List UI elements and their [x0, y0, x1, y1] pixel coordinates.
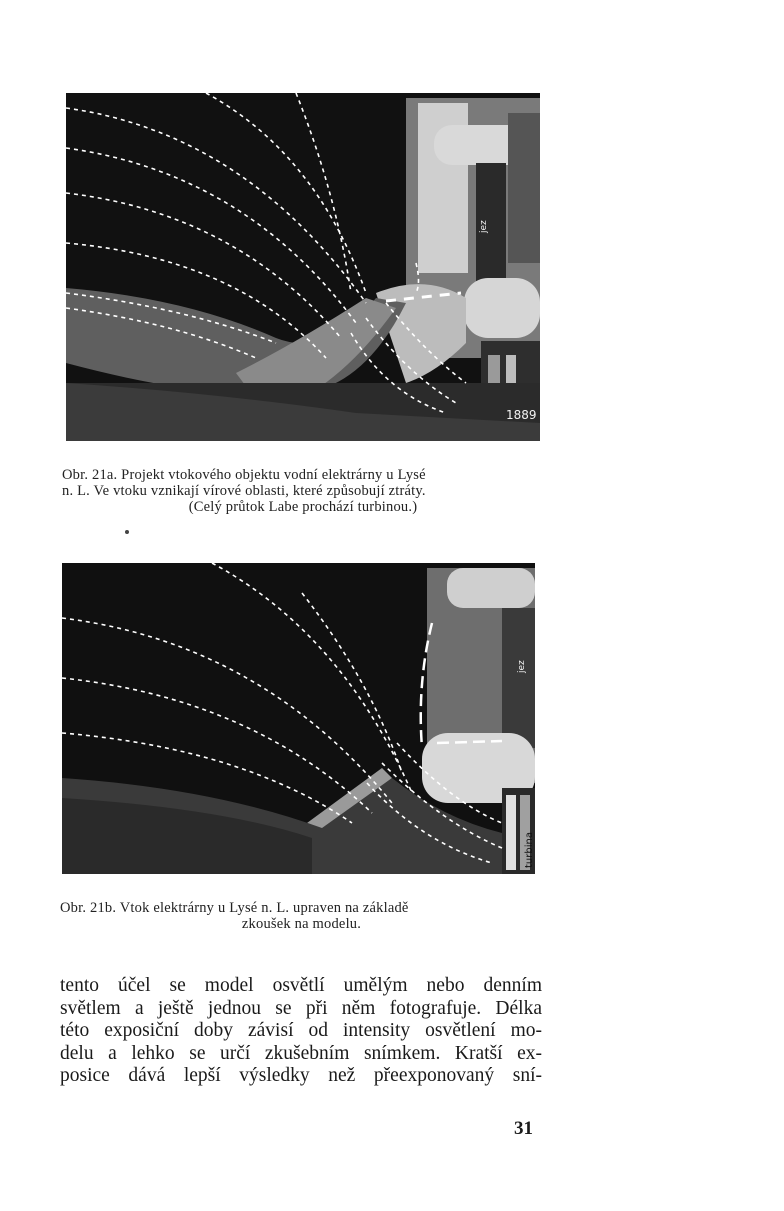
figure-21b-photo [62, 563, 535, 874]
photo-label-turbina: turbina [524, 832, 535, 868]
body-line: této exposiční doby závisí od intensity osvětlení mo- [60, 1020, 542, 1041]
page-number: 31 [514, 1118, 533, 1139]
photo-label-jez-a: jez [479, 220, 489, 233]
photo-label-jez-b: jez [517, 660, 527, 673]
photo-label-number: 1889 [506, 408, 537, 422]
body-line: delu a lehko se určí zkušebním snímkem. Kratší ex- [60, 1042, 542, 1064]
caption-line: (Celý průtok Labe prochází turbinou.) [188, 499, 418, 515]
figure-21a-caption [62, 467, 544, 515]
caption-line: n. L. Ve vtoku vznikají vírové oblasti, které způsobují ztráty. [62, 483, 426, 499]
body-line: posice dává lepší výsledky než přeexponovaný sní- [60, 1065, 542, 1086]
body-paragraph [60, 975, 542, 1088]
body-line: světlem a ještě jednou se při něm fotografuje. Délka [60, 997, 542, 1019]
caption-line: Obr. 21b. Vtok elektrárny u Lysé n. L. upraven na základě [60, 900, 409, 916]
caption-line: zkoušek na modelu. [241, 916, 362, 932]
figure-21b-caption [60, 900, 543, 932]
print-speck [125, 530, 129, 534]
body-line: tento účel se model osvětlí umělým nebo denním [60, 975, 542, 996]
figure-21a-photo [66, 93, 540, 441]
caption-line: Obr. 21a. Projekt vtokového objektu vodní elektrárny u Lysé [62, 467, 426, 483]
